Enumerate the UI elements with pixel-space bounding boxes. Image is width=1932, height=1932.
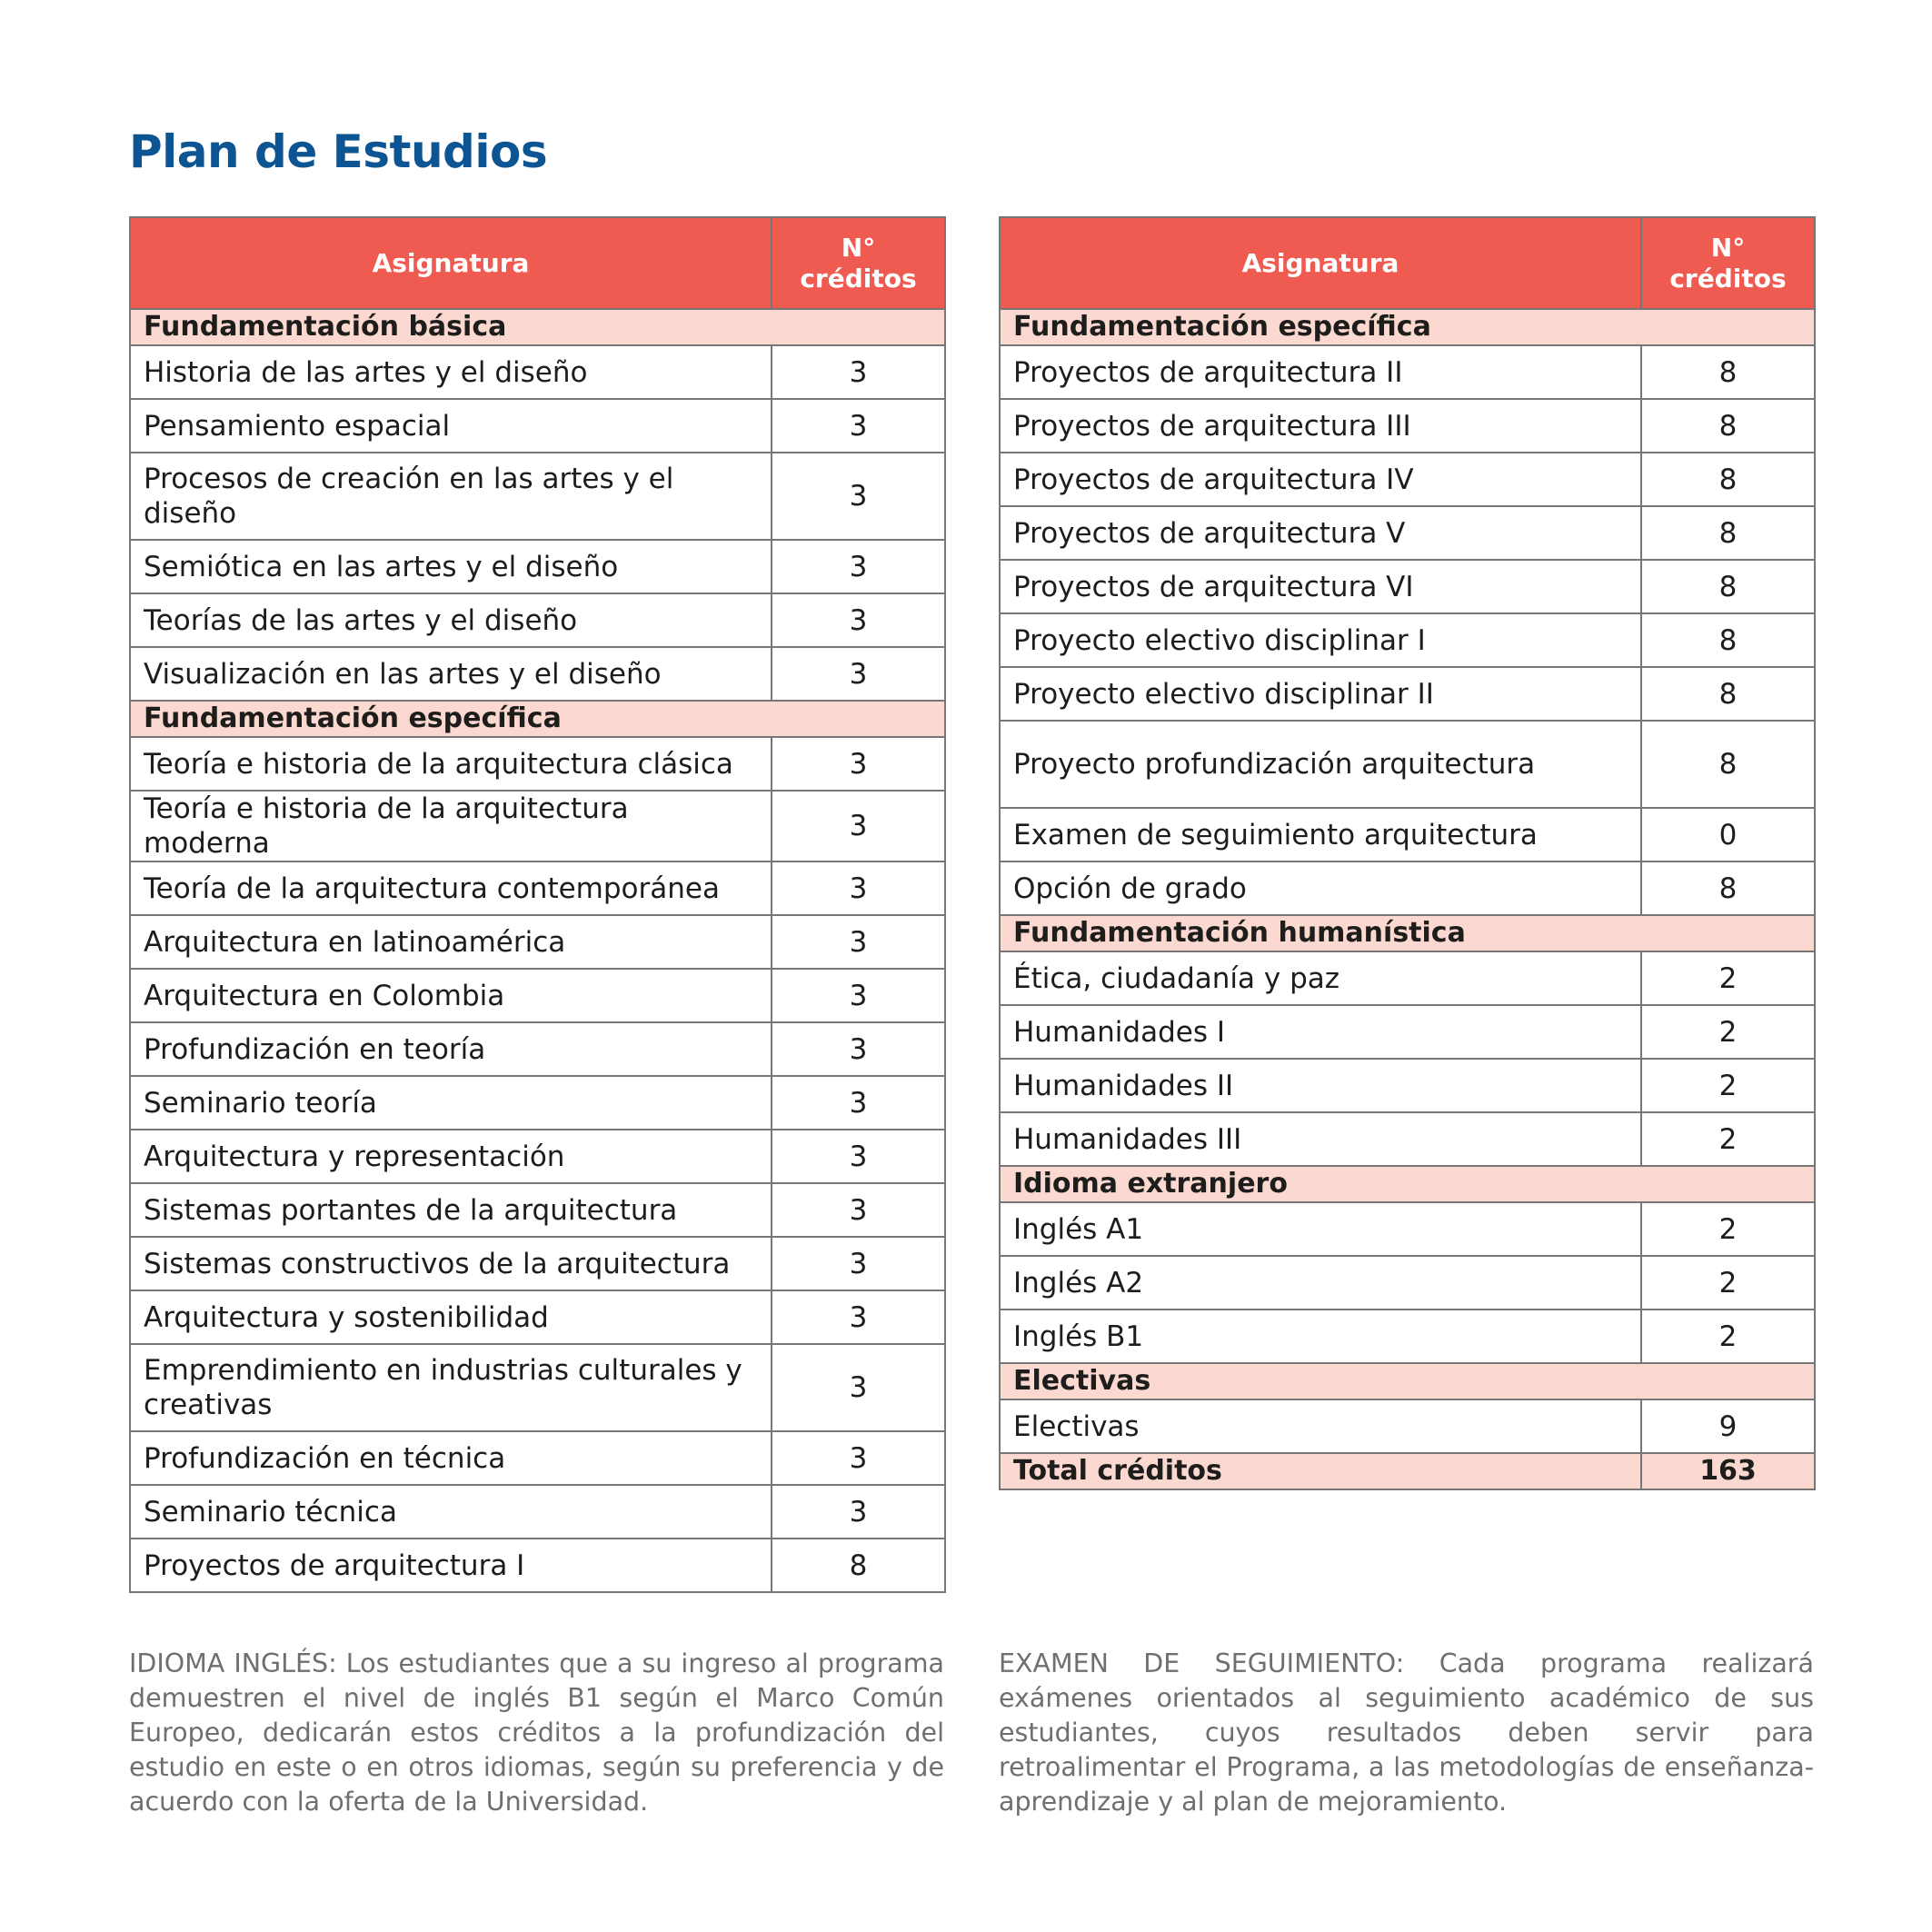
table-row [130,399,945,453]
credits-cell: 2 [1641,1310,1815,1363]
table-row [130,593,945,647]
subject-cell: Examen de seguimiento arquitectura [1000,808,1641,861]
subject-cell: Sistemas constructivos de la arquitectura [130,1237,772,1290]
credits-cell: 3 [772,453,945,540]
subject-cell: Humanidades III [1000,1112,1641,1166]
subject-cell: Teoría de la arquitectura contemporánea [130,861,772,915]
table-row [130,345,945,399]
table-row [1000,721,1815,808]
subject-cell: Proyectos de arquitectura V [1000,506,1641,560]
table-row [1000,506,1815,560]
credits-cell: 0 [1641,808,1815,861]
credits-cell: 2 [1641,1005,1815,1059]
curriculum-table-right [999,216,1816,1490]
subject-cell: Proyecto electivo disciplinar II [1000,667,1641,721]
credits-cell: 3 [772,1344,945,1431]
table-row [1000,1310,1815,1363]
credits-cell: 3 [772,1431,945,1485]
credits-cell: 2 [1641,1202,1815,1256]
credits-cell: 8 [1641,560,1815,613]
credits-cell: 3 [772,1485,945,1539]
table-body-right [1000,309,1815,1489]
section-header-row [130,309,945,345]
table-row [130,861,945,915]
table-row [1000,560,1815,613]
subject-cell: Inglés B1 [1000,1310,1641,1363]
credits-cell: 3 [772,861,945,915]
credits-cell: 2 [1641,1059,1815,1112]
section-label: Fundamentación básica [130,309,945,345]
subject-cell: Arquitectura en latinoamérica [130,915,772,969]
credits-cell: 3 [772,345,945,399]
subject-cell: Sistemas portantes de la arquitectura [130,1183,772,1237]
credits-cell: 3 [772,1130,945,1183]
credits-cell: 3 [772,737,945,791]
subject-cell: Proyecto electivo disciplinar I [1000,613,1641,667]
credits-cell: 3 [772,1290,945,1344]
section-label: Idioma extranjero [1000,1166,1815,1202]
page-title: Plan de Estudios [129,125,548,178]
table-row [1000,667,1815,721]
table-row [1000,808,1815,861]
subject-cell: Arquitectura en Colombia [130,969,772,1022]
credits-cell: 8 [772,1539,945,1592]
section-header-row [1000,1166,1815,1202]
credits-cell: 9 [1641,1399,1815,1453]
section-label: Fundamentación específica [130,701,945,737]
table-header-row [1000,217,1815,309]
follow-up-exam-note: EXAMEN DE SEGUIMIENTO: Cada programa realizará exámenes orientados al seguimiento académico de sus estudiantes, cuyos resultados deben servir para retroalimentar el Programa, a las metodologías de enseñanza-aprendizaje y al plan de mejoramiento. [999,1648,1814,1817]
credits-cell: 163 [1641,1453,1815,1489]
subject-cell: Electivas [1000,1399,1641,1453]
section-header-row [1000,1363,1815,1399]
credits-cell: 3 [772,915,945,969]
table-row [1000,453,1815,506]
credits-header-line1: N° [841,232,876,263]
credits-cell: 3 [772,1022,945,1076]
subject-cell: Profundización en técnica [130,1431,772,1485]
english-language-note: IDIOMA INGLÉS: Los estudiantes que a su ingreso al programa demuestren el nivel de inglés B1 según el Marco Común Europeo, dedicarán estos créditos a la profundización del estudio en este o en otros idiomas, según su preferencia y de acuerdo con la oferta de la Universidad. [129,1648,944,1817]
subject-cell: Seminario teoría [130,1076,772,1130]
table-row [1000,1005,1815,1059]
subject-cell: Humanidades II [1000,1059,1641,1112]
subject-cell: Proyectos de arquitectura I [130,1539,772,1592]
table-row [1000,399,1815,453]
subject-cell: Historia de las artes y el diseño [130,345,772,399]
table-row [130,791,945,861]
table-row [1000,1112,1815,1166]
section-label: Fundamentación humanística [1000,915,1815,951]
credits-header-line1: N° [1710,232,1746,263]
subject-cell: Pensamiento espacial [130,399,772,453]
table-row [130,1344,945,1431]
credits-cell: 2 [1641,1256,1815,1310]
credits-cell: 3 [772,647,945,701]
subject-column-header: Asignatura [1000,217,1641,309]
table-row [130,1237,945,1290]
table-row [1000,861,1815,915]
subject-column-header: Asignatura [130,217,772,309]
table-row [130,647,945,701]
table-row [130,969,945,1022]
table-row [130,1183,945,1237]
section-label: Electivas [1000,1363,1815,1399]
table-row [130,1539,945,1592]
subject-cell: Proyectos de arquitectura II [1000,345,1641,399]
section-header-row [130,701,945,737]
credits-cell: 3 [772,1076,945,1130]
credits-cell: 2 [1641,951,1815,1005]
subject-cell: Arquitectura y sostenibilidad [130,1290,772,1344]
credits-cell: 3 [772,540,945,593]
section-label: Fundamentación específica [1000,309,1815,345]
table-row [1000,613,1815,667]
subject-cell: Teoría e historia de la arquitectura moderna [130,791,772,861]
subject-cell: Emprendimiento en industrias culturales y creativas [130,1344,772,1431]
subject-cell: Proyectos de arquitectura IV [1000,453,1641,506]
total-row [1000,1453,1815,1489]
subject-cell: Proyecto profundización arquitectura [1000,721,1641,808]
curriculum-table-left [129,216,946,1593]
subject-cell: Inglés A2 [1000,1256,1641,1310]
table-row [1000,1256,1815,1310]
credits-cell: 3 [772,399,945,453]
subject-cell: Inglés A1 [1000,1202,1641,1256]
subject-cell: Procesos de creación en las artes y el diseño [130,453,772,540]
credits-cell: 8 [1641,721,1815,808]
subject-cell: Humanidades I [1000,1005,1641,1059]
subject-cell: Arquitectura y representación [130,1130,772,1183]
section-header-row [1000,915,1815,951]
credits-column-header [1641,217,1815,309]
subject-cell: Visualización en las artes y el diseño [130,647,772,701]
credits-column-header [772,217,945,309]
table-row [130,915,945,969]
table-row [130,737,945,791]
subject-cell: Proyectos de arquitectura VI [1000,560,1641,613]
credits-cell: 8 [1641,453,1815,506]
table-row [1000,1059,1815,1112]
subject-cell: Total créditos [1000,1453,1641,1489]
table-row [130,1022,945,1076]
credits-cell: 3 [772,1237,945,1290]
subject-cell: Ética, ciudadanía y paz [1000,951,1641,1005]
table-row [1000,345,1815,399]
subject-cell: Teoría e historia de la arquitectura clásica [130,737,772,791]
table-row [130,1130,945,1183]
table-row [130,1290,945,1344]
credits-header-line2: créditos [800,263,917,294]
credits-cell: 3 [772,593,945,647]
subject-cell: Teorías de las artes y el diseño [130,593,772,647]
table-row [1000,1202,1815,1256]
credits-cell: 8 [1641,345,1815,399]
subject-cell: Seminario técnica [130,1485,772,1539]
table-row [1000,951,1815,1005]
credits-cell: 8 [1641,861,1815,915]
credits-cell: 2 [1641,1112,1815,1166]
credits-cell: 8 [1641,399,1815,453]
credits-cell: 8 [1641,613,1815,667]
subject-cell: Semiótica en las artes y el diseño [130,540,772,593]
credits-cell: 3 [772,791,945,861]
credits-cell: 8 [1641,506,1815,560]
credits-cell: 3 [772,969,945,1022]
credits-cell: 8 [1641,667,1815,721]
table-body-left [130,309,945,1592]
table-header-row [130,217,945,309]
subject-cell: Proyectos de arquitectura III [1000,399,1641,453]
section-header-row [1000,309,1815,345]
table-row [130,1431,945,1485]
table-row [130,1485,945,1539]
table-row [130,540,945,593]
subject-cell: Opción de grado [1000,861,1641,915]
subject-cell: Profundización en teoría [130,1022,772,1076]
table-row [130,1076,945,1130]
credits-header-line2: créditos [1669,263,1787,294]
table-row [1000,1399,1815,1453]
credits-cell: 3 [772,1183,945,1237]
table-row [130,453,945,540]
